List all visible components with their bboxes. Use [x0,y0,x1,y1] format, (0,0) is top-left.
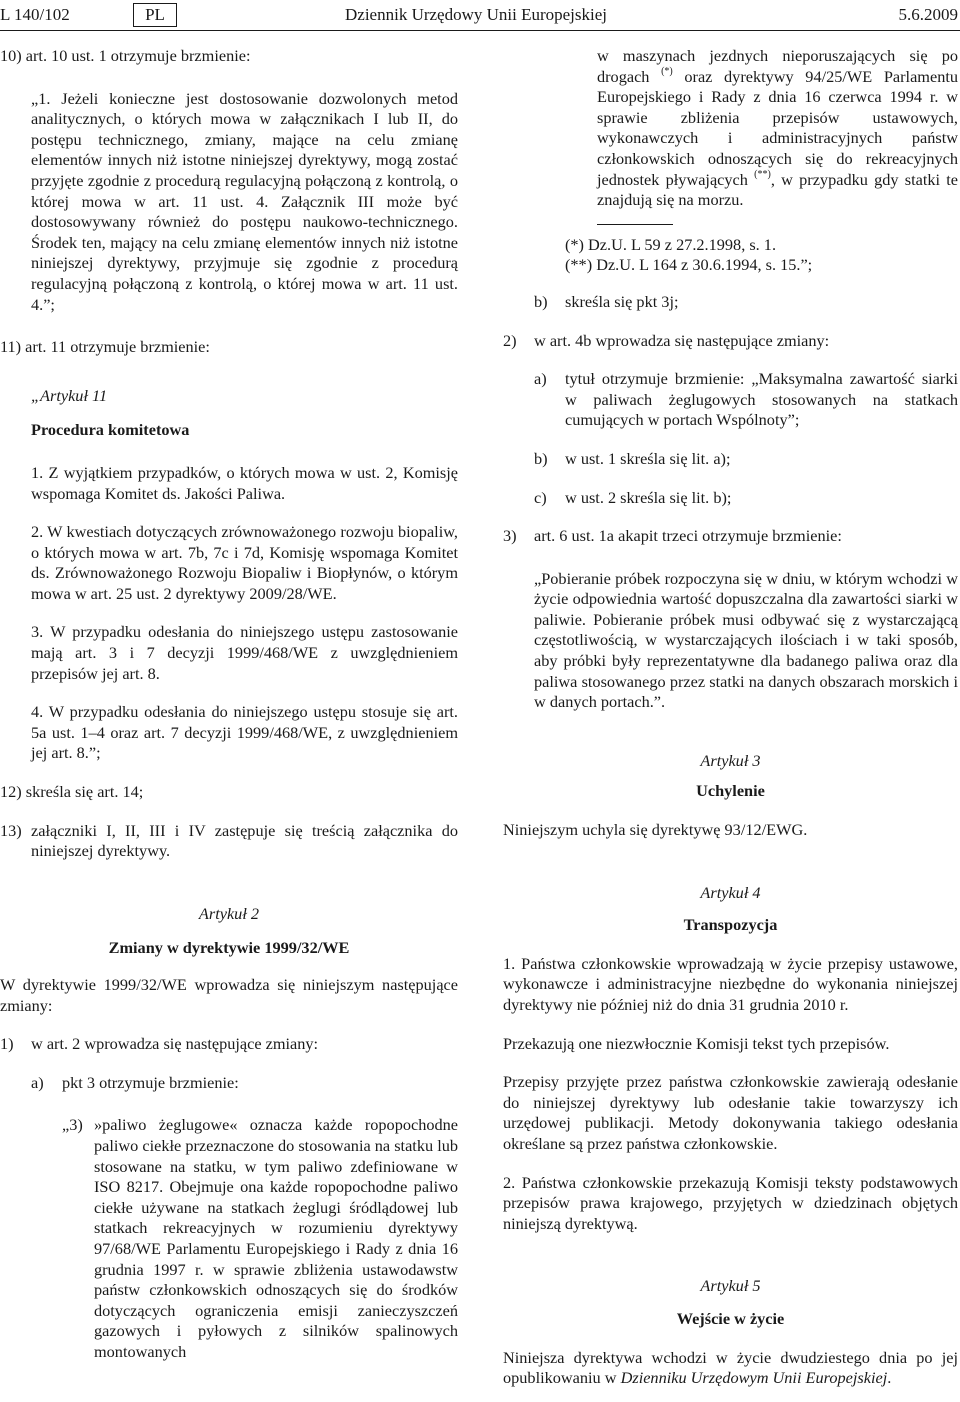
article-4-title: Transpozycja [683,915,778,935]
item-13-text: załączniki I, II, III i IV zastępuje się treścią załącznika do niniejszej dyrektywy. [31,820,458,861]
article-5-title: Wejście w życie [676,1308,785,1328]
article-5-label: Artykuł 5 [700,1276,761,1296]
article-4-para-1b: Przekazują one niezwłocznie Komisji tekst tych przepisów. [503,1033,890,1053]
journal-title: Dziennik Urzędowy Unii Europejskiej [345,5,608,24]
item-1b [534,292,958,313]
article-2-title: Zmiany w dyrektywie 1999/32/WE [108,938,350,958]
article-11-title: Procedura komitetowa [31,420,190,440]
item-10-intro: 10) art. 10 ust. 1 otrzymuje brzmienie: [0,46,251,65]
item-letter: a) [534,369,547,389]
item-3-quote: „Pobieranie próbek rozpoczyna się w dniu, w którym wchodzi w życie odpowiednia wartość dopuszczalna dla zawartości siarki w paliwie. Pobieranie próbek musi odbywać się z wystarczającą częstotliwością, w wystarczających ilościach i w taki sposób, aby próbki były reprezentatywne dla badanego paliwa oraz dla paliwa stosowanego przez statki na danych obszarach morskich i w danych portach.”. [534,568,958,712]
item-12: 12) skreśla się art. 14; [0,782,144,802]
item-text: tytuł otrzymuje brzmienie: „Maksymalna zawartość siarki w paliwach żeglugowych stosowanych na statkach cumujących w portach Wspólnoty”; [565,369,958,430]
item-text: w art. 2 wprowadza się następujące zmiany: [31,1034,319,1054]
article-11-label: „Artykuł 11 [31,385,108,405]
item-number: 1) [0,1034,14,1054]
continuation-text: , w przypadku gdy statki te znajdują się na morzu. [597,169,959,210]
continuation-text: w maszynach jezdnych nieporuszających się po drogach [597,46,958,86]
item-2 [503,331,958,352]
article-5-text-end: . [887,1368,892,1388]
article-11-para-3: 3. W przypadku odesłania do niniejszego ustępu zastosowanie mają art. 3 i 7 decyzji 1999/468/WE z uwzględnieniem przepisów jej art. 8. [31,622,458,683]
footnote-2: (**) Dz.U. L 164 z 30.6.1994, s. 15.”; [565,255,813,275]
item-11-intro: 11) art. 11 otrzymuje brzmienie: [0,337,210,357]
item-2a [534,369,958,431]
item-letter: b) [534,291,548,311]
footnote-mark-1: (*) [661,65,673,77]
item-text: pkt 3 otrzymuje brzmienie: [62,1072,239,1092]
article-11-para-1: 1. Z wyjątkiem przypadków, o których mowa w ust. 2, Komisję wspomaga Komitet ds. Jakości Paliwa. [31,462,458,503]
article-2-item-1a [31,1073,458,1094]
item-2c [534,488,958,509]
item-number: 3) [503,526,517,546]
item-letter: c) [534,487,547,507]
article-11-para-4: 4. W przypadku odesłania do niniejszego ustępu stosuje się art. 5a ust. 1–4 oraz art. 7 decyzji 1999/468/WE, z uwzględnieniem jej art. 8.”; [31,702,458,763]
item-3 [503,526,958,547]
article-3-text: Niniejszym uchyla się dyrektywę 93/12/EWG. [503,820,808,840]
definition-continuation [597,46,958,211]
journal-name: Dzienniku Urzędowym Unii Europejskiej [620,1368,888,1388]
article-4-para-2: 2. Państwa członkowskie przekazują Komisji teksty podstawowych przepisów prawa krajowego, przyjętych w dziedzinach objętych niniejszą dyrektywą. [503,1172,958,1233]
article-4-para-1: 1. Państwa członkowskie wprowadzają w życie przepisy ustawowe, wykonawcze i administracyjne niezbędne do wykonania niniejszej dyrektywy nie później niż do dnia 31 grudnia 2010 r. [503,953,958,1014]
item-text: w ust. 2 skreśla się lit. b); [565,487,732,507]
footnote-rule [597,224,673,225]
article-11-para-2: 2. W kwestiach dotyczących zrównoważonego rozwoju biopaliw, o których mowa w art. 7b, 7c i 7d, Komisję wspomaga Komitet ds. Zrównoważonego Rozwoju Biopaliw i Biopłynów, o którym mowa w art. 25 ust. 2 dyrektywy 2009/28/WE. [31,522,458,603]
article-4-para-1c: Przepisy przyjęte przez państwa członkowskie zawierają odesłanie do niniejszej dyrektywy lub odesłanie takie towarzyszy ich urzędowej publikacji. Metody dokonywania takiego odesłania określane są przez państwa członkowskie. [503,1072,958,1153]
article-2-intro: W dyrektywie 1999/32/WE wprowadza się niniejszym następujące zmiany: [0,975,458,1015]
item-letter: a) [31,1072,44,1092]
publication-date: 5.6.2009 [898,5,958,24]
item-number: 2) [503,330,517,350]
definition-quote [62,1115,458,1362]
article-2-label: Artykuł 2 [198,903,260,923]
page-reference: L 140/102 [0,5,70,24]
item-text: art. 6 ust. 1a akapit trzeci otrzymuje brzmienie: [534,526,842,546]
item-13 [0,821,458,862]
footnote-1: (*) Dz.U. L 59 z 27.2.1998, s. 1. [565,234,777,254]
article-5-text [503,1348,958,1389]
quote-text: »paliwo żeglugowe« oznacza każde ropopochodne paliwo ciekłe przeznaczone do stosowania na statku lub stosowane na statku, w tym paliwo zdefiniowane w ISO 8217. Obejmuje ona każde ropopochodne paliwo ciekłe używane na statkach żeglugi śródlądowej lub statkach rekreacyjnych w rozumieniu dyrektywy 97/68/WE Parlamentu Europejskiego i Rady z dnia 16 grudnia 1997 r. w sprawie zbliżenia ustawodawstw państw członkowskich odnoszących się do środków dotyczących ograniczenia emisji zanieczyszczeń gazowych i pyłowych z silników spalinowych montowanych [94,1115,458,1361]
article-4-label: Artykuł 4 [700,882,761,902]
page-header [0,0,960,30]
quote-number: „3) [62,1115,83,1135]
article-2-item-1 [0,1034,458,1055]
left-column [0,46,458,1363]
language-badge: PL [133,3,177,27]
item-13-number: 13) [0,820,22,840]
item-text: skreśla się pkt 3j; [565,291,679,311]
continuation-text: oraz dyrektywy 94/25/WE Parlamentu Europejskiego i Rady z dnia 16 czerwca 1994 r. w sprawie zbliżenia przepisów ustawowych, wykonawczych i administracyjnych państw członkowskich odnoszących się do rekreacyjnych jednostek pływających [597,66,958,189]
article-3-label: Artykuł 3 [700,750,761,770]
item-2b [534,449,958,470]
item-letter: b) [534,448,548,468]
right-column [503,46,958,1389]
item-text: w ust. 1 skreśla się lit. a); [565,448,731,468]
header-rule [0,30,960,31]
article-5-text-body: Niniejsza dyrektywa wchodzi w życie dwudziestego dnia po jej opublikowaniu w [503,1347,958,1388]
article-3-title: Uchylenie [696,781,765,801]
item-10-quote: „1. Jeżeli konieczne jest dostosowanie dozwolonych metod analitycznych, o których mowa w załącznikach I lub II, do postępu technicznego, zmiany, mające na celu zmianę elementów innych niż istotne niniejszej dyrektywy, mogą zostać przyjęte zgodnie z procedurą regulacyjną połączoną z kontrolą, o której mowa w art. 11 ust. 4. Załącznik III może być dostosowywany również do postępu naukowo-technicznego. Środek ten, mający na celu zmianę elementów innych niż istotne niniejszej dyrektywy, przyjmuje się zgodnie z procedurą regulacyjną połączoną z kontrolą, o której mowa w art. 11 ust. 4.”; [31,88,458,314]
footnote-mark-2: (**) [754,168,771,180]
item-text: w art. 4b wprowadza się następujące zmiany: [534,330,830,350]
